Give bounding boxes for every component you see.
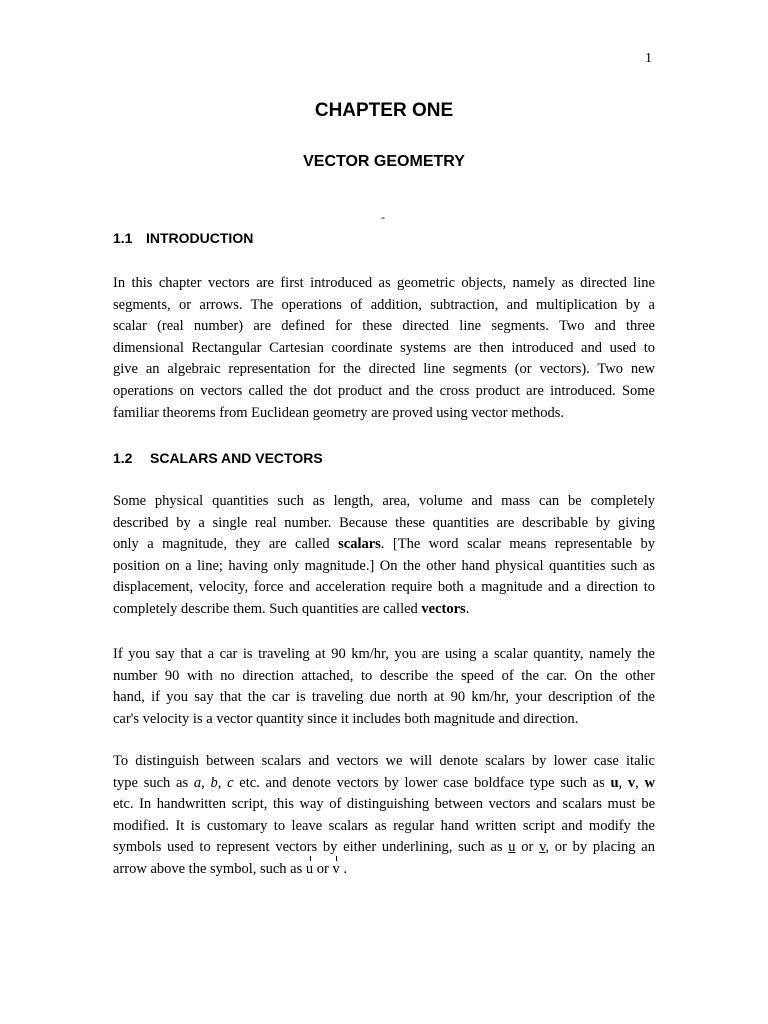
- text-run: completely describe them. Such quantities are called: [113, 600, 422, 617]
- section-number: 1.2: [113, 450, 133, 466]
- text-run: symbols used to represent vectors by either underlining, such as: [113, 839, 509, 856]
- text-line: hand, if you say that the car is traveling due north at 90 km/hr, your description of the: [113, 689, 655, 706]
- text-run: , or by placing an: [545, 839, 655, 856]
- underlined-v: v: [539, 839, 546, 856]
- intro-paragraph: [113, 273, 655, 424]
- arrow-u: u: [306, 859, 313, 881]
- stray-mark: -: [381, 210, 385, 224]
- car-paragraph: [113, 644, 655, 730]
- text-line: operations on vectors called the dot product and the cross product are introduced. Some: [113, 382, 655, 399]
- text-line: To distinguish between scalars and vectors we will denote scalars by lower case italic: [113, 753, 655, 769]
- page-number: 1: [645, 51, 652, 66]
- section-title: INTRODUCTION: [146, 230, 254, 246]
- section-heading-introduction: [113, 229, 253, 247]
- text-line: In this chapter vectors are first introduced as geometric objects, namely as directed line: [113, 275, 655, 291]
- text-run: type such as: [113, 774, 194, 791]
- text-line: etc. In handwritten script, this way of distinguishing between vectors and scalars must be: [113, 796, 655, 813]
- text-line: number 90 with no direction attached, to describe the speed of the car. On the other: [113, 667, 655, 684]
- text-line: [113, 837, 655, 859]
- text-line: If you say that a car is traveling at 90 km/hr, you are using a scalar quantity, namely the: [113, 646, 655, 662]
- text-run: arrow above the symbol, such as: [113, 860, 306, 877]
- chapter-subtitle: VECTOR GEOMETRY: [303, 153, 465, 170]
- italic-scalars: a, b, c: [193, 774, 234, 791]
- term-scalars: scalars: [338, 536, 381, 553]
- notation-paragraph: [113, 751, 655, 881]
- text-line: segments, or arrows. The operations of addition, subtraction, and multiplication by a: [113, 296, 655, 313]
- text-run: or: [313, 860, 333, 877]
- term-vectors: vectors: [421, 600, 466, 617]
- text-line: Some physical quantities such as length, area, volume and mass can be completely: [113, 493, 655, 509]
- bold-u: u: [610, 774, 619, 791]
- scalars-paragraph: [113, 491, 655, 621]
- text-run: .: [465, 600, 470, 617]
- text-run: ,: [635, 774, 645, 791]
- text-run: . [The word scalar means representable by: [380, 536, 656, 553]
- text-line: [113, 534, 655, 556]
- underlined-u: u: [508, 839, 516, 856]
- text-line: modified. It is customary to leave scalars as regular hand written script and modify the: [113, 817, 655, 834]
- arrow-v: v: [332, 859, 339, 881]
- text-line: give an algebraic representation for the directed line segments (or vectors). Two new: [113, 361, 655, 378]
- text-line: [113, 599, 655, 621]
- text-line: [113, 859, 655, 881]
- section-heading-scalars-and-vectors: [113, 449, 323, 467]
- text-run: ,: [618, 774, 628, 791]
- text-line: displacement, velocity, force and acceleration require both a magnitude and a direction to: [113, 579, 655, 596]
- text-run: .: [339, 860, 347, 877]
- section-number: 1.1: [113, 230, 133, 246]
- chapter-title: CHAPTER ONE: [314, 100, 454, 121]
- text-line: familiar theorems from Euclidean geometry are proved using vector methods.: [113, 404, 564, 421]
- text-line: dimensional Rectangular Cartesian coordinate systems are then introduced and used to: [113, 339, 655, 356]
- text-line: [113, 773, 655, 795]
- text-line: scalar (real number) are defined for these directed line segments. Two and three: [113, 318, 655, 335]
- text-run: or: [515, 839, 540, 856]
- bold-w: w: [644, 774, 656, 791]
- text-line: car's velocity is a vector quantity since it includes both magnitude and direction.: [113, 710, 579, 727]
- text-line: position on a line; having only magnitude.] On the other hand physical quantities such as: [113, 557, 655, 574]
- text-line: described by a single real number. Because these quantities are describable by giving: [113, 514, 655, 531]
- section-title: SCALARS AND VECTORS: [150, 450, 323, 466]
- text-run: only a magnitude, they are called: [113, 536, 339, 553]
- bold-v: v: [627, 774, 636, 791]
- text-run: etc. and denote vectors by lower case boldface type such as: [233, 774, 611, 791]
